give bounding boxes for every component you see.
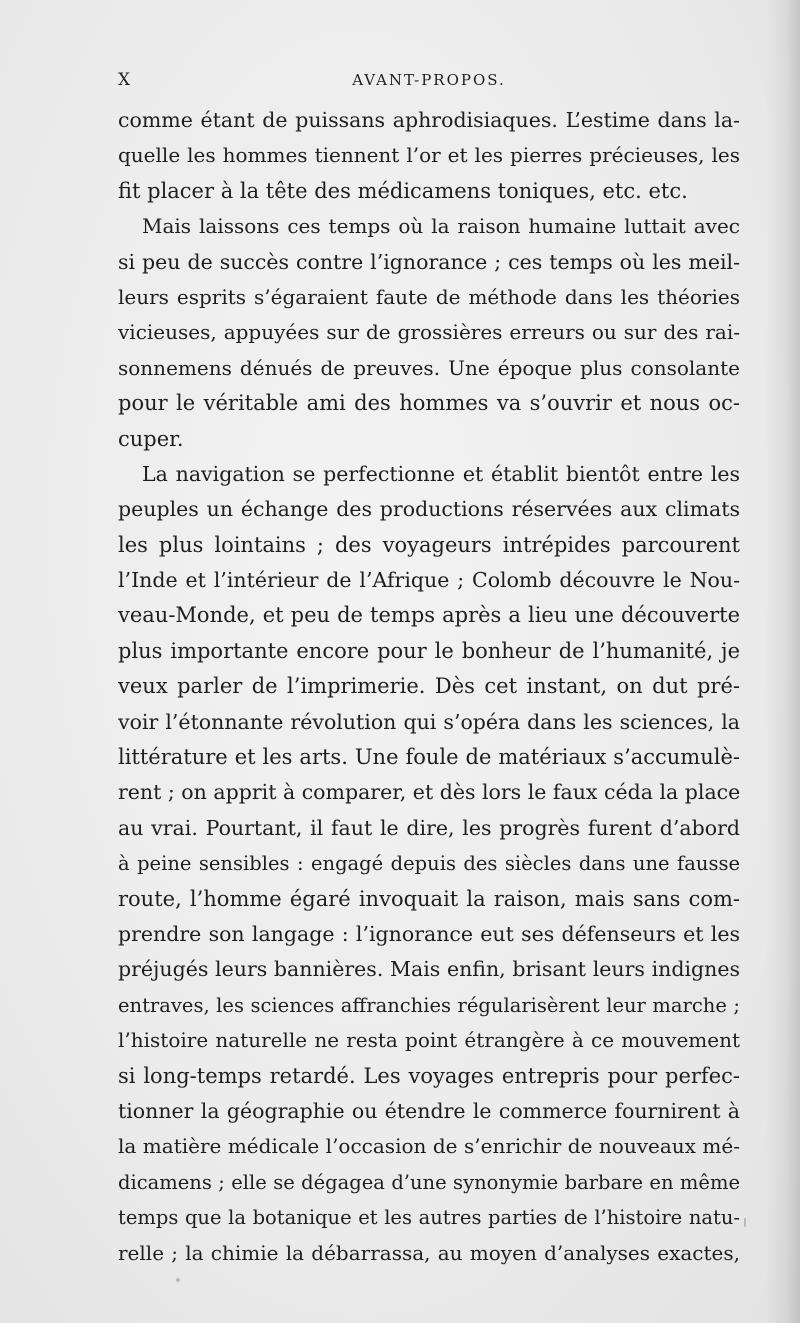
- text-line: tionner la géographie ou étendre le commerce fournirent à: [118, 1098, 740, 1123]
- text-line: plus importante encore pour le bonheur de l’humanité, je: [118, 638, 740, 663]
- text-line: veau-Monde, et peu de temps après a lieu une découverte: [118, 603, 740, 628]
- text-line: l’histoire naturelle ne resta point étrangère à ce mouvement: [118, 1028, 740, 1053]
- text-line: cuper.: [118, 426, 184, 451]
- text-line: quelle les hommes tiennent l’or et les pierres précieuses, les: [118, 143, 740, 168]
- running-title: AVANT-PROPOS.: [352, 71, 506, 89]
- text-line: si peu de succès contre l’ignorance ; ces temps où les meil-: [118, 249, 740, 274]
- page-number: X: [118, 70, 132, 90]
- text-line: littérature et les arts. Une foule de matériaux s’accumulè-: [118, 745, 740, 770]
- body-text: [118, 103, 740, 1271]
- text-line: temps que la botanique et les autres parties de l’histoire natu-: [118, 1206, 740, 1230]
- text-line: dicamens ; elle se dégagea d’une synonymie barbare en même: [118, 1170, 740, 1194]
- text-line: à peine sensibles : engagé depuis des siècles dans une fausse: [118, 852, 740, 876]
- text-line: au vrai. Pourtant, il faut le dire, les progrès furent d’abord: [118, 815, 740, 840]
- page-edge-shadow: [766, 0, 800, 1323]
- text-line: voir l’étonnante révolution qui s’opéra dans les sciences, la: [118, 709, 740, 734]
- page-header: [118, 70, 740, 92]
- paper-speck: [744, 1218, 746, 1227]
- text-line: veux parler de l’imprimerie. Dès cet instant, on dut pré-: [118, 674, 740, 699]
- text-line: la matière médicale l’occasion de s’enrichir de nouveaux mé-: [118, 1134, 740, 1159]
- text-line: comme étant de puissans aphrodisiaques. L’estime dans la-: [118, 108, 740, 132]
- text-line: l’Inde et l’intérieur de l’Afrique ; Colomb découvre le Nou-: [118, 568, 740, 593]
- text-line: sonnemens dénués de preuves. Une époque plus consolante: [118, 355, 740, 380]
- text-line: entraves, les sciences affranchies régularisèrent leur marche ;: [118, 993, 740, 1017]
- text-line: vicieuses, appuyées sur de grossières erreurs ou sur des rai-: [118, 320, 740, 345]
- text-line: La navigation se perfectionne et établit bientôt entre les: [142, 461, 740, 486]
- text-line: fit placer à la tête des médicamens toniques, etc. etc.: [118, 178, 688, 203]
- text-line: leurs esprits s’égaraient faute de méthode dans les théories: [118, 284, 740, 309]
- text-line: route, l’homme égaré invoquait la raison, mais sans com-: [118, 886, 740, 911]
- paper-speck: [176, 1278, 180, 1282]
- text-line: peuples un échange des productions réservées aux climats: [118, 497, 740, 522]
- text-line: pour le véritable ami des hommes va s’ouvrir et nous oc-: [118, 391, 740, 416]
- text-line: les plus lointains ; des voyageurs intrépides parcourent: [118, 532, 740, 557]
- text-line: si long-temps retardé. Les voyages entrepris pour perfec-: [118, 1063, 740, 1088]
- text-line: rent ; on apprit à comparer, et dès lors le faux céda la place: [118, 780, 740, 805]
- text-line: Mais laissons ces temps où la raison humaine luttait avec: [142, 214, 740, 239]
- text-line: préjugés leurs bannières. Mais enfin, brisant leurs indignes: [118, 957, 740, 982]
- text-line: prendre son langage : l’ignorance eut ses défenseurs et les: [118, 921, 740, 946]
- text-line: relle ; la chimie la débarrassa, au moyen d’analyses exactes,: [118, 1240, 740, 1265]
